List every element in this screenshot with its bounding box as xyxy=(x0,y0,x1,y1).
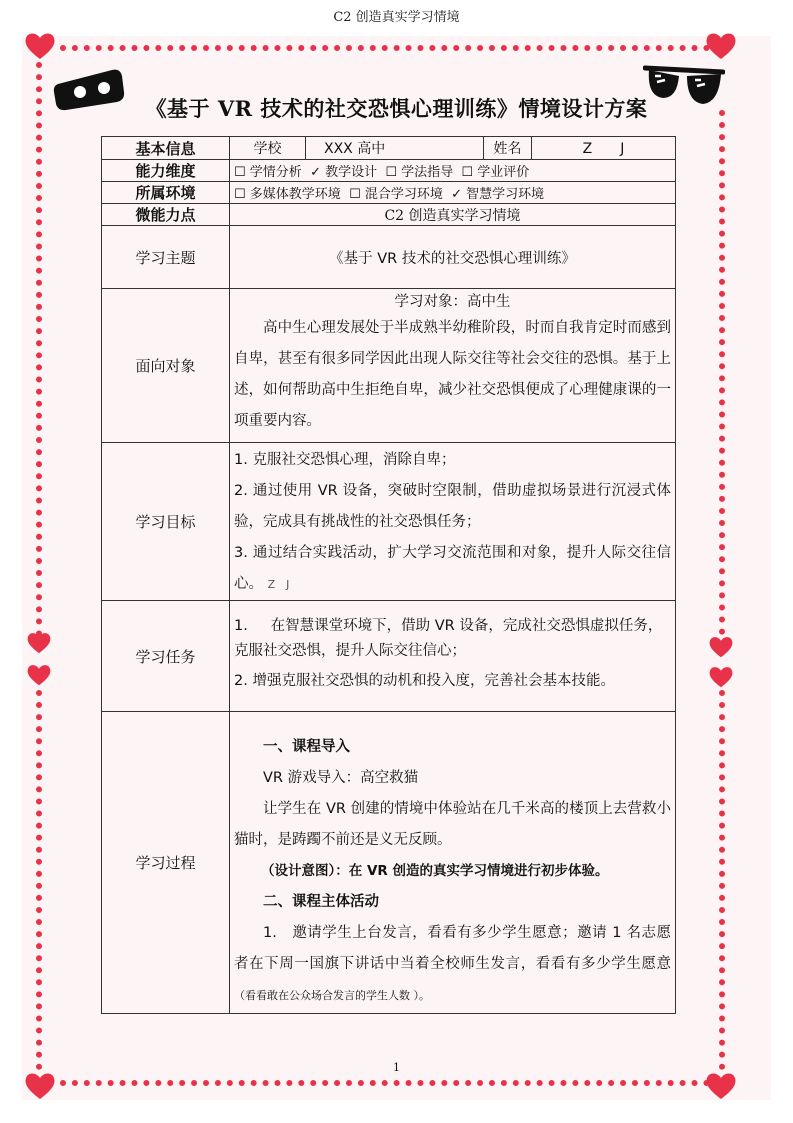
heart-icon xyxy=(24,1072,56,1100)
tasks-cell xyxy=(230,601,676,712)
heart-icon xyxy=(26,632,52,654)
process-heading-1: 一、课程导入 xyxy=(263,739,350,755)
basic-info-label: 基本信息 xyxy=(102,137,230,160)
left-dotted-border-lower xyxy=(36,690,42,1070)
running-header: C2 创造真实学习情境 xyxy=(333,10,460,25)
name-value: Z J xyxy=(532,137,676,160)
row-audience xyxy=(102,289,676,443)
goals-label: 学习目标 xyxy=(102,443,230,601)
task-item-2: 2. 增强克服社交恐惧的动机和投入度，完善社会基本技能。 xyxy=(234,673,615,689)
process-paragraph: VR 游戏导入：高空救猫 xyxy=(263,770,419,786)
goal-item xyxy=(234,538,671,600)
ability-label: 能力维度 xyxy=(102,160,230,182)
process-paragraph: 让学生在 VR 创建的情境中体验站在几千米高的楼顶上去营救小猫时，是踌躅不前还是义无反顾。 xyxy=(234,801,671,848)
top-dotted-border xyxy=(60,45,710,51)
task-item-1-continued: 克服社交恐惧，提升人际交往信心； xyxy=(234,643,466,659)
ability-option: ✓ 教学设计 xyxy=(310,165,378,180)
audience-cell xyxy=(230,289,676,443)
right-dotted-border-lower xyxy=(719,690,725,1070)
audience-text: 高中生心理发展处于半成熟半幼稚阶段，时而自我肯定时而感到自卑，甚至有很多同学因此出现人际交往等社会交往的恐惧。基于上述，如何帮助高中生拒绝自卑，减少社交恐惧便成了心理健康课的一项重要内容。 xyxy=(234,320,671,429)
document-title: 《基于 VR 技术的社交恐惧心理训练》情境设计方案 xyxy=(145,96,648,121)
environment-label: 所属环境 xyxy=(102,182,230,204)
topic-value: 《基于 VR 技术的社交恐惧心理训练》 xyxy=(230,226,676,289)
heart-icon xyxy=(708,636,734,658)
left-dotted-border-upper xyxy=(36,62,42,637)
micro-ability-label: 微能力点 xyxy=(102,204,230,226)
goal-item: 2. 通过使用 VR 设备，突破时空限制，借助虚拟场景进行沉浸式体验，完成具有挑战性的社交恐惧任务； xyxy=(234,483,671,530)
school-label: 学校 xyxy=(230,137,306,160)
process-label: 学习过程 xyxy=(102,712,230,1014)
row-environment xyxy=(102,182,676,204)
topic-label: 学习主题 xyxy=(102,226,230,289)
goal-trailing-mark: Z J xyxy=(267,578,290,591)
process-paragraph-text: 1. 邀请学生上台发言，看看有多少学生愿意；邀请 1 名志愿者在下周一国旗下讲话中当着全校师生发言，看看有多少学生愿意 xyxy=(234,925,671,972)
ability-option: ☐ 学业评价 xyxy=(461,165,530,180)
design-form-table xyxy=(101,136,676,1014)
task-item-1 xyxy=(234,616,671,636)
heart-icon xyxy=(24,32,56,60)
ability-options xyxy=(230,160,676,182)
bottom-dotted-border xyxy=(60,1080,710,1086)
process-cell xyxy=(230,712,676,1014)
row-ability xyxy=(102,160,676,182)
row-topic xyxy=(102,226,676,289)
audience-label: 面向对象 xyxy=(102,289,230,443)
task-number: 1. xyxy=(234,618,248,634)
task-text: 在智慧课堂环境下，借助 VR 设备，完成社交恐惧虚拟任务， xyxy=(270,618,663,634)
ability-option: ☐ 学法指导 xyxy=(385,165,454,180)
environment-option: ✓ 智慧学习环境 xyxy=(451,187,545,202)
heart-icon xyxy=(708,666,734,688)
right-dotted-border-upper xyxy=(719,110,725,635)
heart-icon xyxy=(705,32,737,60)
design-intent: （设计意图）：在 VR 创造的真实学习情境进行初步体验。 xyxy=(261,863,609,879)
heart-icon xyxy=(26,664,52,686)
environment-option: ☐ 混合学习环境 xyxy=(349,187,443,202)
process-note: （看看敢在公众场合发言的学生人数 ）。 xyxy=(234,989,430,1002)
goal-item-text: 3. 通过结合实践活动，扩大学习交流范围和对象，提升人际交往信心。 xyxy=(234,545,671,592)
row-micro-ability xyxy=(102,204,676,226)
environment-option: ☐ 多媒体教学环境 xyxy=(234,187,341,202)
goal-item: 1. 克服社交恐惧心理，消除自卑； xyxy=(234,452,456,468)
process-paragraph xyxy=(234,918,671,1011)
tasks-label: 学习任务 xyxy=(102,601,230,712)
school-value: XXX 高中 xyxy=(306,137,484,160)
audience-heading: 学习对象：高中生 xyxy=(394,294,511,310)
heart-icon xyxy=(705,1072,737,1100)
row-goals xyxy=(102,443,676,601)
row-process xyxy=(102,712,676,1014)
row-basic-info xyxy=(102,137,676,160)
environment-options xyxy=(230,182,676,204)
name-label: 姓名 xyxy=(484,137,532,160)
row-tasks xyxy=(102,601,676,712)
goals-cell xyxy=(230,443,676,601)
process-heading-2: 二、课程主体活动 xyxy=(263,894,379,910)
ability-option: ☐ 学情分析 xyxy=(234,165,302,180)
micro-ability-value: C2 创造真实学习情境 xyxy=(230,204,676,226)
page-number: 1 xyxy=(393,1061,400,1074)
